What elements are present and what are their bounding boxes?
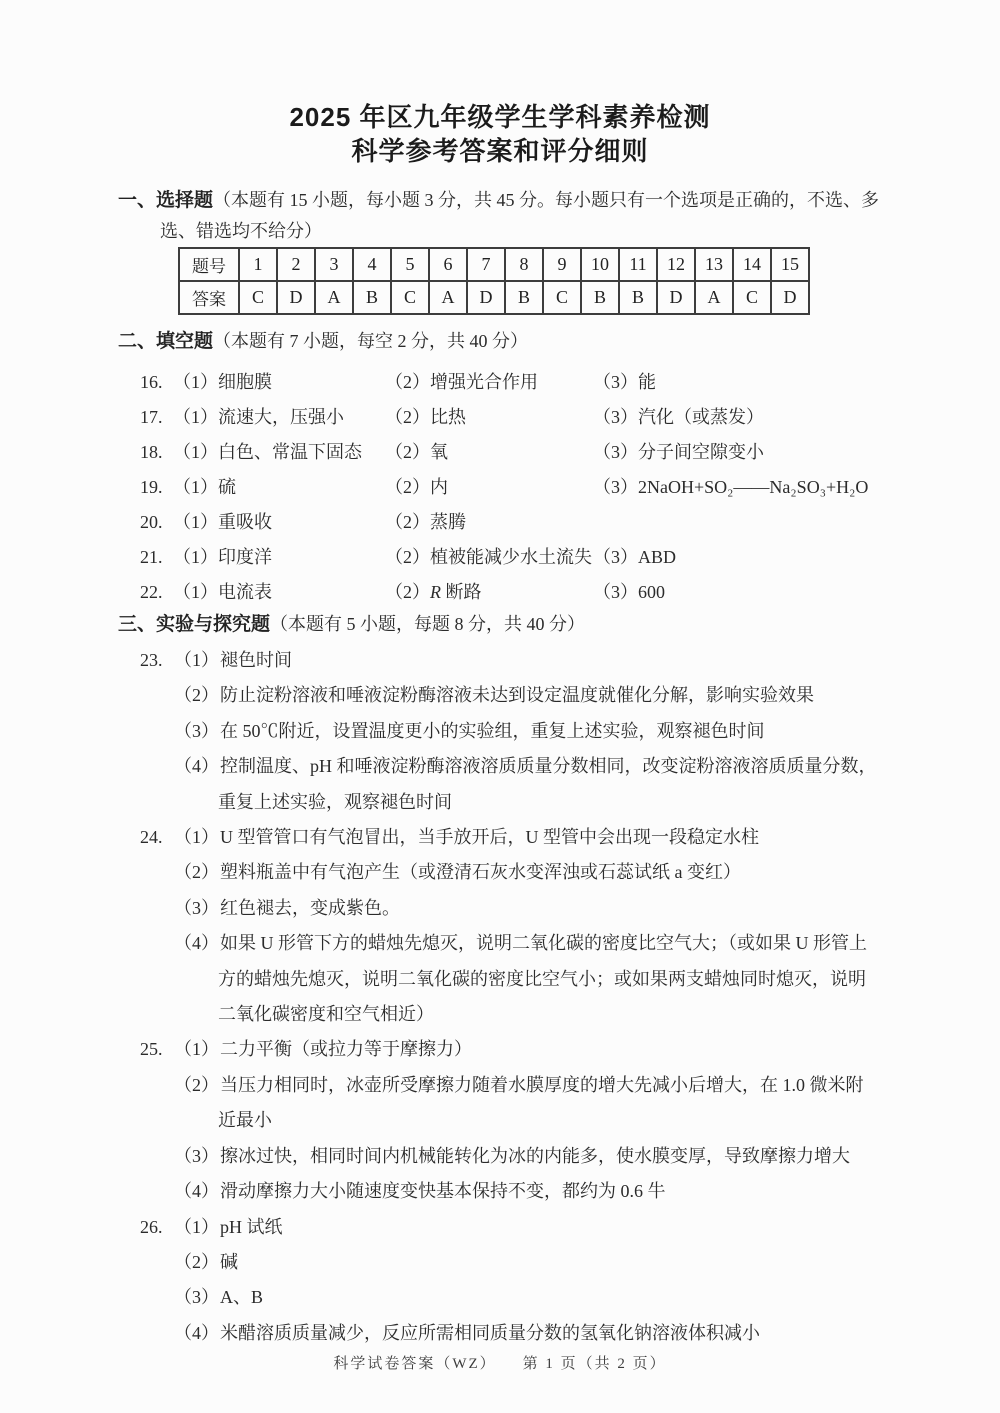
document-title-line1: 2025 年区九年级学生学科素养检测: [289, 102, 711, 132]
answer-cell: A: [695, 281, 733, 314]
answer-text: 红色褪去，变成紫色。: [220, 897, 400, 918]
answer-text: 滑动摩擦力大小随速度变快基本保持不变，都约为 0.6 牛: [220, 1181, 666, 1202]
answer-continuation-line: 方的蜡烛先熄灭，说明二氧化碳的密度比空气小；或如果两支蜡烛同时熄灭，说明: [218, 968, 866, 989]
answer-cell: B: [581, 281, 619, 314]
blank3-answer: [593, 505, 940, 540]
section1-heading-bold: 一、选择题: [118, 190, 214, 211]
answer-continuation-line: 二氧化碳密度和空气相近）: [218, 1004, 434, 1025]
question-number: [140, 891, 174, 926]
question-number: 19.: [140, 477, 163, 497]
question-number-cell: 15: [771, 248, 809, 281]
fill-row-22: [118, 575, 940, 610]
blank1-answer: （1）白色、常温下固态: [173, 442, 362, 462]
footer-document-label: 科学试卷答案（WZ）: [333, 1356, 497, 1372]
question-number-cell: 12: [657, 248, 695, 281]
blank1-answer: （1）细胞膜: [173, 372, 272, 392]
blank3-answer: （3）600: [593, 582, 665, 602]
question-number: [140, 1245, 174, 1280]
page-footer: [0, 1352, 1000, 1373]
section3-heading: [118, 609, 940, 640]
question-number: [140, 926, 174, 961]
blank2-answer: （2）增强光合作用: [385, 372, 538, 392]
blank2-answer: （2）植被能减少水土流失: [385, 547, 592, 567]
part-label: （1）: [174, 827, 219, 848]
question-number: [140, 749, 174, 784]
question-number: 24.: [140, 827, 163, 848]
resistor-symbol: R: [430, 582, 441, 602]
answer-cell: A: [429, 281, 467, 314]
part-label: （4）: [174, 1322, 219, 1343]
question-number: [140, 1139, 174, 1174]
question-number-cell: 3: [315, 248, 353, 281]
answer-text: A、B: [220, 1287, 264, 1308]
answer-text: pH 试纸: [220, 1216, 283, 1237]
blank2-answer: （2）蒸腾: [385, 512, 466, 532]
answer-text: 米醋溶质质量减少，反应所需相同质量分数的氢氧化钠溶液体积减小: [220, 1322, 760, 1343]
answer-line: [118, 926, 940, 961]
question-number-cell: 6: [429, 248, 467, 281]
part-label: （3）: [174, 1145, 219, 1166]
question-number-cell: 5: [391, 248, 429, 281]
row-label-answer: 答案: [179, 281, 239, 314]
blank2-answer: [385, 575, 593, 610]
answer-text: 控制温度、pH 和唾液淀粉酶溶液溶质质量分数相同，改变淀粉溶液溶质质量分数，: [220, 756, 877, 777]
experiment-answers: [118, 643, 940, 1351]
question-number: 21.: [140, 547, 163, 567]
question-number-cell: 10: [581, 248, 619, 281]
answer-line: [118, 891, 940, 926]
blank2-answer: （2）比热: [385, 407, 466, 427]
blank1-answer: （1）重吸收: [173, 512, 272, 532]
answer-text: 防止淀粉溶液和唾液淀粉酶溶液未达到设定温度就催化分解，影响实验效果: [220, 685, 814, 706]
fill-row-17: [118, 400, 940, 435]
part-label: （4）: [174, 756, 219, 777]
answer-continuation-line: 重复上述实验，观察褪色时间: [218, 791, 452, 812]
answer-cell: C: [239, 281, 277, 314]
section1-heading-line2: 选、错选均不给分）: [160, 221, 322, 241]
answer-line: [118, 1245, 940, 1280]
part-label: （3）: [174, 897, 219, 918]
question-number-cell: 13: [695, 248, 733, 281]
part-label: （1）: [174, 650, 219, 670]
answer-text: 擦冰过快，相同时间内机械能转化为冰的内能多，使水膜变厚，导致摩擦力增大: [220, 1145, 850, 1166]
question-number: [140, 1316, 174, 1351]
answer-line: [118, 1174, 940, 1209]
section3-heading-rest: （本题有 5 小题，每题 8 分，共 40 分）: [270, 614, 586, 634]
question-number: 23.: [140, 650, 163, 670]
section2-heading-rest: （本题有 7 小题，每空 2 分，共 40 分）: [213, 331, 529, 351]
answer-line: [118, 1210, 940, 1245]
part-label: （2）: [174, 1074, 219, 1095]
question-number-cell: 7: [467, 248, 505, 281]
question-number: [140, 1280, 174, 1315]
blank1-answer: （1）印度洋: [173, 547, 272, 567]
answer-line: [118, 1068, 940, 1103]
answer-cell: C: [543, 281, 581, 314]
answer-text: 褪色时间: [220, 650, 292, 670]
question-number-cell: 4: [353, 248, 391, 281]
section3-heading-bold: 三、实验与探究题: [118, 614, 271, 635]
part-label: （2）: [174, 1251, 219, 1272]
question-number: [140, 678, 174, 713]
answer-cell: B: [619, 281, 657, 314]
question-number-cell: 9: [543, 248, 581, 281]
answer-line: [118, 1316, 940, 1351]
section1-heading-line1: [118, 185, 940, 216]
question-number-cell: 11: [619, 248, 657, 281]
answer-continuation-line: 近最小: [218, 1110, 272, 1131]
answer-cell: C: [733, 281, 771, 314]
answer-text: 在 50℃附近，设置温度更小的实验组，重复上述实验，观察褪色时间: [220, 720, 765, 741]
answer-line: [118, 643, 940, 678]
question-number: 22.: [140, 582, 163, 602]
answer-cell: A: [315, 281, 353, 314]
answer-line: [118, 1032, 940, 1067]
part-label: （4）: [174, 933, 219, 954]
blank2-answer: （2）氧: [385, 442, 448, 462]
document-title-line2: 科学参考答案和评分细则: [351, 136, 649, 166]
answer-cell: D: [657, 281, 695, 314]
part-label: （2）: [174, 685, 219, 706]
question-number-cell: 8: [505, 248, 543, 281]
answer-text: U 型管管口有气泡冒出，当手放开后，U 型管中会出现一段稳定水柱: [220, 827, 759, 848]
answer-cell: D: [277, 281, 315, 314]
answer-cell: B: [353, 281, 391, 314]
part-label: （4）: [174, 1181, 219, 1202]
part-label: （1）: [174, 1216, 219, 1237]
answer-text: 碱: [220, 1251, 238, 1272]
fill-row-19: [118, 470, 940, 505]
part-label: （2）: [174, 862, 219, 883]
blank1-answer: （1）电流表: [173, 582, 272, 602]
answer-cell: D: [467, 281, 505, 314]
answer-cell: C: [391, 281, 429, 314]
blank1-answer: （1）硫: [173, 477, 236, 497]
blank1-answer: （1）流速大，压强小: [173, 407, 344, 427]
answer-line: [118, 1139, 940, 1174]
answer-cell: B: [505, 281, 543, 314]
question-number: 18.: [140, 442, 163, 462]
question-number: 20.: [140, 512, 163, 532]
blank3-answer: （3）汽化（或蒸发）: [593, 407, 764, 427]
question-number-cell: 2: [277, 248, 315, 281]
footer-page-indicator: 第 1 页（共 2 页）: [522, 1356, 667, 1372]
question-number: 17.: [140, 407, 163, 427]
section2-heading: [118, 326, 940, 357]
answer-line: [118, 855, 940, 890]
blank2-rest: 断路: [441, 582, 482, 602]
question-number: [140, 714, 174, 749]
question-number: [140, 1068, 174, 1103]
section1-heading-rest: （本题有 15 小题，每小题 3 分，共 45 分。每小题只有一个选项是正确的，不选、多: [213, 190, 880, 210]
question-number: [140, 1174, 174, 1209]
question-number-cell: 1: [239, 248, 277, 281]
document-body: [118, 185, 940, 1351]
blank2-label: （2）: [385, 582, 430, 602]
question-number-cell: 14: [733, 248, 771, 281]
answer-line: [118, 1280, 940, 1315]
answer-row: [179, 281, 809, 314]
answer-key-table: [178, 247, 810, 315]
blank3-answer-chemical-equation: （3）2NaOH+SO₂——Na₂SO₃+H₂O: [593, 477, 869, 497]
fill-row-20: [118, 505, 940, 540]
part-label: （1）: [174, 1039, 219, 1060]
blank3-answer: （3）能: [593, 372, 656, 392]
blank2-answer: （2）内: [385, 477, 448, 497]
answer-text: 二力平衡（或拉力等于摩擦力）: [220, 1039, 472, 1060]
answer-line: [118, 749, 940, 784]
part-label: （3）: [174, 1287, 219, 1308]
fill-in-answers: [118, 365, 940, 610]
question-number: 26.: [140, 1216, 163, 1237]
answer-cell: D: [771, 281, 809, 314]
fill-row-18: [118, 435, 940, 470]
fill-row-21: [118, 540, 940, 575]
answer-line: [118, 714, 940, 749]
answer-line: [118, 820, 940, 855]
answer-text: 塑料瓶盖中有气泡产生（或澄清石灰水变浑浊或石蕊试纸 a 变红）: [220, 862, 741, 883]
blank3-answer: （3）ABD: [593, 547, 677, 567]
answer-text: 当压力相同时，冰壶所受摩擦力随着水膜厚度的增大先减小后增大，在 1.0 微米附: [220, 1074, 864, 1095]
answer-line: [118, 678, 940, 713]
answer-text: 如果 U 形管下方的蜡烛先熄灭，说明二氧化碳的密度比空气大；（或如果 U 形管上: [220, 933, 867, 954]
question-number: [140, 855, 174, 890]
question-number: 16.: [140, 372, 163, 392]
question-number-row: [179, 248, 809, 281]
question-number: 25.: [140, 1039, 163, 1060]
blank3-answer: （3）分子间空隙变小: [593, 442, 764, 462]
fill-row-16: [118, 365, 940, 400]
row-label-question-number: 题号: [179, 248, 239, 281]
part-label: （3）: [174, 720, 219, 741]
section2-heading-bold: 二、填空题: [118, 331, 214, 352]
